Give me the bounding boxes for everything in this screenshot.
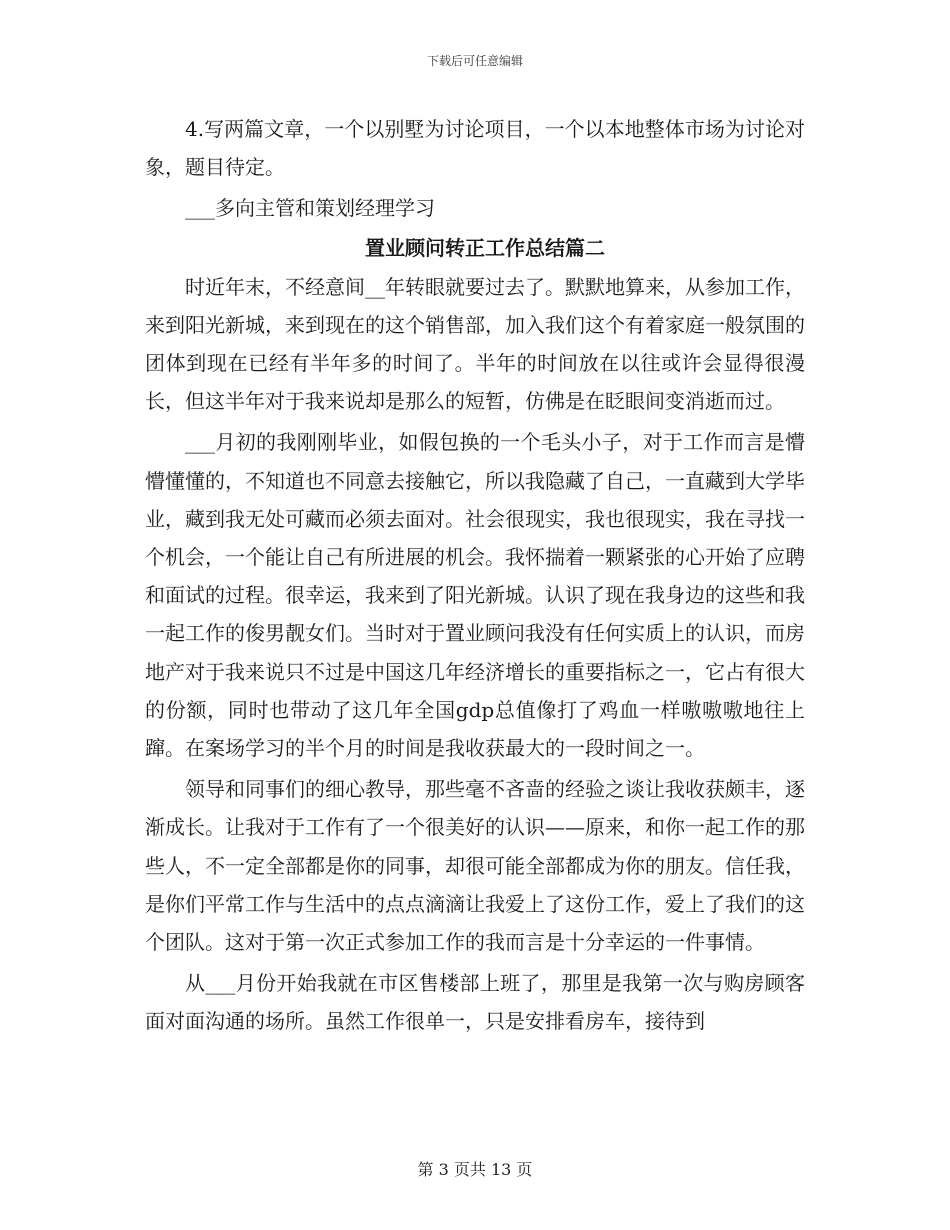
page-number: 第 3 页共 13 页: [417, 1160, 533, 1179]
paragraph-year-end: 时近年末，不经意间__年转眼就要过去了。默默地算来，从参加工作，来到阳光新城，来到现在的这个销售部，加入我们这个有着家庭一般氛围的团体到现在已经有半年多的时间了。半年的时间放在以往或许会显得很漫长，但这半年对于我来说却是那么的短暂，仿佛是在眨眼间变消逝而过。: [145, 274, 805, 414]
page-header-note: 下载后可任意编辑: [426, 54, 523, 68]
section-title: 置业顾问转正工作总结篇二: [365, 235, 605, 260]
paragraph-sales-office: 从___月份开始我就在市区售楼部上班了，那里是我第一次与购房顾客面对面沟通的场所。虽然工作很单一，只是安排看房车，接待到: [145, 971, 805, 1034]
paragraph-graduation: ___月初的我刚刚毕业，如假包换的一个毛头小子，对于工作而言是懵懵懂懂的，不知道也不同意去接触它，所以我隐藏了自己，一直藏到大学毕业，藏到我无处可藏而必须去面对。社会很现实，我也很现实，我在寻找一个机会，一个能让自己有所进展的机会。我怀揣着一颗紧张的心开始了应聘和面试的过程。很幸运，我来到了阳光新城。认识了现在我身边的这些和我一起工作的俊男靓女们。当时对于置业顾问我没有任何实质上的认识，而房地产对于我来说只不过是中国这几年经济增长的重要指标之一，它占有很大的份额，同时也带动了这几年全国gdp总值像打了鸡血一样嗷嗷嗷地往上蹿。在案场学习的半个月的时间是我收获最大的一段时间之一。: [145, 430, 805, 761]
paragraph-study-note: ___多向主管和策划经理学习: [185, 196, 435, 221]
paragraph-colleagues: 领导和同事们的细心教导，那些毫不吝啬的经验之谈让我收获颇丰，逐渐成长。让我对于工作有了一个很美好的认识——原来，和你一起工作的那些人，不一定全部都是你的同事，却很可能全部都成为你的朋友。信任我，是你们平常工作与生活中的点点滴滴让我爱上了这份工作，爱上了我们的这个团队。这对于第一次正式参加工作的我而言是十分幸运的一件事情。: [145, 777, 805, 955]
document-body: [145, 110, 805, 1041]
paragraph-item-4: 4.写两篇文章，一个以别墅为讨论项目，一个以本地整体市场为讨论对象，题目待定。: [145, 117, 805, 180]
